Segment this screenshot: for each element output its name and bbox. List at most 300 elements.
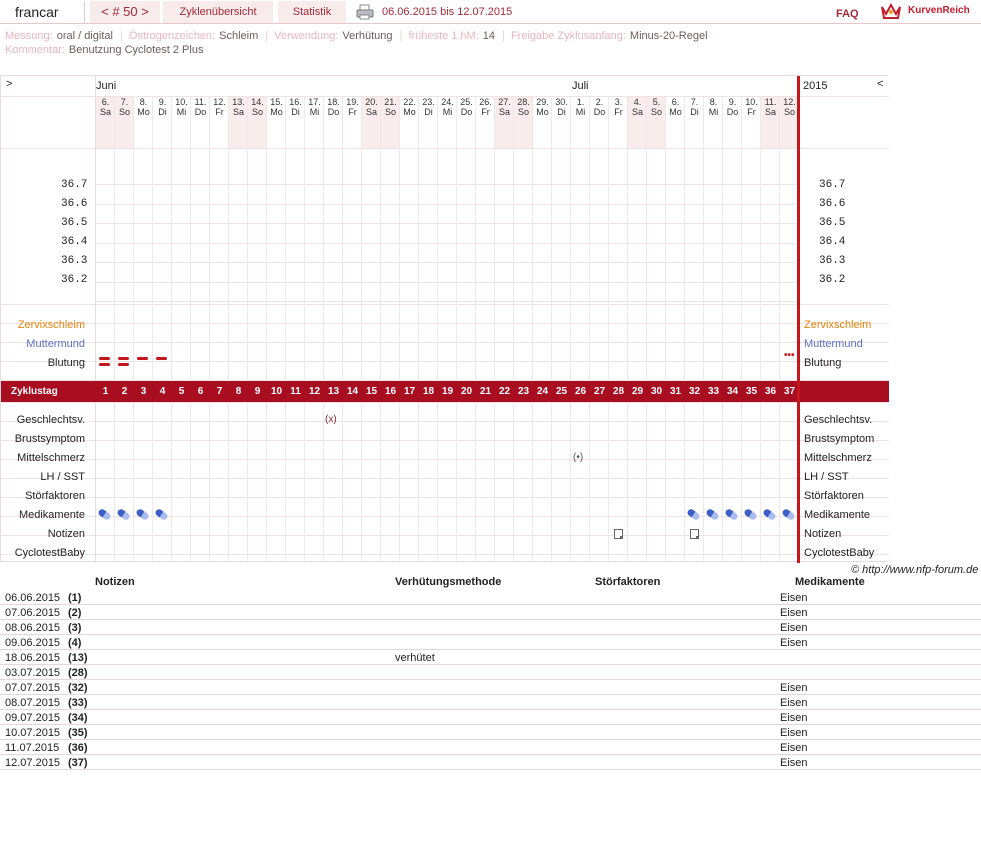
row-label-notizen: Notizen — [47, 528, 85, 540]
day-date: 14. — [251, 97, 264, 107]
year-label: 2015 — [803, 80, 828, 92]
table-row — [0, 755, 981, 770]
cycle-day-number: 20 — [460, 386, 473, 397]
day-grid-line — [266, 96, 267, 563]
day-header — [248, 97, 267, 117]
row-date: 09.06.2015 — [5, 637, 61, 649]
cycle-day-number: 16 — [384, 386, 397, 397]
cycle-navigation[interactable]: < # 50 > — [90, 1, 160, 23]
day-weekday: Do — [327, 107, 340, 117]
day-header — [381, 97, 400, 117]
cycle-day-number: 11 — [290, 386, 301, 397]
day-grid-line — [152, 96, 153, 563]
day-date: 9. — [728, 97, 737, 107]
day-header — [343, 97, 362, 117]
day-header — [438, 97, 457, 117]
cycle-day-number: 6 — [197, 386, 204, 397]
day-weekday: Mi — [442, 107, 453, 117]
day-header — [400, 97, 419, 117]
day-date: 25. — [460, 97, 473, 107]
day-grid-line — [437, 96, 438, 563]
temp-label-right: 36.4 — [819, 236, 846, 248]
day-header — [419, 97, 438, 117]
day-date: 10. — [175, 97, 188, 107]
messung-label: Messung: — [5, 30, 53, 42]
cycle-day-number: 4 — [159, 386, 166, 397]
row-date: 06.06.2015 — [5, 592, 61, 604]
top-bar — [0, 0, 981, 24]
day-date: 12. — [213, 97, 226, 107]
cycle-day-number: 32 — [688, 386, 701, 397]
cycle-day-number: 34 — [726, 386, 739, 397]
hm-value: 14 — [482, 30, 496, 42]
cycle-day-number: 8 — [235, 386, 242, 397]
day-grid-line — [684, 96, 685, 563]
temp-label-right: 36.2 — [819, 274, 846, 286]
day-header — [609, 97, 628, 117]
row-label-medi: Medikamente — [18, 509, 85, 521]
nav-right-arrow[interactable]: < — [877, 78, 884, 90]
row-cycle-day: (28) — [68, 667, 88, 679]
day-grid-line — [551, 96, 552, 563]
day-grid-line — [380, 96, 381, 563]
hm-label: früheste 1.hM: — [408, 30, 479, 42]
day-weekday: Fr — [215, 107, 224, 117]
day-date: 29. — [536, 97, 549, 107]
tab-cycle-overview[interactable]: Zyklenübersicht — [163, 1, 273, 23]
row-medikament: Eisen — [780, 757, 808, 769]
grid-line — [1, 478, 889, 479]
day-date: 7. — [120, 97, 129, 107]
day-header — [514, 97, 533, 117]
day-weekday: So — [384, 107, 396, 117]
row-medikament: Eisen — [780, 637, 808, 649]
day-date: 22. — [403, 97, 416, 107]
day-weekday: Di — [690, 107, 699, 117]
row-label-zyklustag: Zyklustag — [11, 386, 58, 397]
row-medikament: Eisen — [780, 622, 808, 634]
day-date: 17. — [308, 97, 321, 107]
day-grid-line — [361, 96, 362, 563]
day-grid-line — [646, 96, 647, 563]
day-header — [153, 97, 172, 117]
grid-line — [95, 76, 96, 563]
day-date: 6. — [101, 97, 110, 107]
row-label-blutung-right: Blutung — [804, 357, 842, 369]
row-cycle-day: (36) — [68, 742, 88, 754]
day-weekday: Mo — [137, 107, 150, 117]
table-row — [0, 710, 981, 725]
row-label-blutung: Blutung — [47, 357, 85, 369]
day-date: 11. — [764, 97, 777, 107]
cycle-day-number: 15 — [365, 386, 378, 397]
day-grid-line — [570, 96, 571, 563]
day-date: 12. — [783, 97, 796, 107]
grid-line — [1, 323, 889, 324]
row-date: 09.07.2015 — [5, 712, 61, 724]
day-date: 15. — [270, 97, 283, 107]
row-label-muttermund: Muttermund — [26, 338, 85, 350]
row-date: 08.07.2015 — [5, 697, 61, 709]
day-header — [324, 97, 343, 117]
verwendung-label: Verwendung: — [274, 30, 339, 42]
pill-icon — [154, 508, 169, 521]
day-weekday: Fr — [747, 107, 756, 117]
day-header — [115, 97, 134, 117]
temp-label-left: 36.7 — [61, 179, 88, 191]
day-date: 19. — [346, 97, 359, 107]
cycle-chart — [0, 75, 888, 562]
cycle-day-number: 17 — [403, 386, 416, 397]
day-grid-line — [342, 96, 343, 563]
day-date: 20. — [365, 97, 378, 107]
pill-icon — [724, 508, 739, 521]
grid-line — [1, 342, 889, 343]
temp-label-left: 36.5 — [61, 217, 88, 229]
faq-link[interactable]: FAQ — [836, 8, 859, 20]
day-date: 3. — [614, 97, 623, 107]
day-header — [685, 97, 704, 117]
brand-name[interactable]: KurvenReich — [908, 5, 970, 16]
table-row — [0, 605, 981, 620]
day-date: 2. — [595, 97, 604, 107]
row-cycle-day: (35) — [68, 727, 88, 739]
day-date: 28. — [517, 97, 530, 107]
row-medikament: Eisen — [780, 607, 808, 619]
temp-label-left: 36.4 — [61, 236, 88, 248]
day-grid-line — [532, 96, 533, 563]
col-header-notizen: Notizen — [95, 576, 135, 588]
day-weekday: So — [650, 107, 662, 117]
row-cycle-day: (4) — [68, 637, 82, 649]
day-header — [476, 97, 495, 117]
row-methode: verhütet — [395, 652, 435, 664]
day-weekday: Sa — [232, 107, 244, 117]
pill-icon — [97, 508, 112, 521]
row-date: 07.07.2015 — [5, 682, 61, 694]
cycle-day-number: 33 — [707, 386, 720, 397]
day-grid-line — [133, 96, 134, 563]
tab-statistics[interactable]: Statistik — [278, 1, 346, 23]
pill-icon — [762, 508, 777, 521]
note-icon[interactable] — [690, 529, 699, 539]
day-weekday: Fr — [481, 107, 490, 117]
temp-grid-line — [96, 243, 796, 244]
cycle-day-number: 26 — [574, 386, 587, 397]
table-row — [0, 695, 981, 710]
temp-grid-line — [96, 223, 796, 224]
day-grid-line — [494, 96, 495, 563]
row-date: 12.07.2015 — [5, 757, 61, 769]
day-grid-line — [760, 96, 761, 563]
grid-line — [1, 304, 889, 305]
row-cycle-day: (33) — [68, 697, 88, 709]
verwendung-value: Verhütung — [342, 30, 393, 42]
bleeding-heavy — [118, 357, 129, 360]
row-cycle-day: (34) — [68, 712, 88, 724]
table-row — [0, 650, 981, 665]
cycle-day-number: 21 — [479, 386, 492, 397]
freigabe-value: Minus-20-Regel — [629, 30, 708, 42]
day-weekday: Mi — [708, 107, 719, 117]
month-july: Juli — [572, 80, 589, 92]
cycle-day-number: 24 — [536, 386, 549, 397]
day-weekday: Mo — [536, 107, 549, 117]
day-header — [134, 97, 153, 117]
messung-value: oral / digital — [56, 30, 113, 42]
kommentar-value: Benutzung Cyclotest 2 Plus — [68, 44, 204, 56]
day-header — [172, 97, 191, 117]
day-grid-line — [399, 96, 400, 563]
row-date: 07.06.2015 — [5, 607, 61, 619]
row-label-notizen-right: Notizen — [804, 528, 842, 540]
pill-icon — [135, 508, 150, 521]
day-weekday: So — [783, 107, 795, 117]
cycle-day-number: 7 — [216, 386, 223, 397]
day-header — [457, 97, 476, 117]
cycle-day-number: 14 — [346, 386, 359, 397]
day-grid-line — [228, 96, 229, 563]
day-grid-line — [665, 96, 666, 563]
day-weekday: Di — [158, 107, 167, 117]
cycle-day-number: 9 — [254, 386, 261, 397]
row-cycle-day: (13) — [68, 652, 88, 664]
day-header — [191, 97, 210, 117]
row-label-geschlecht: Geschlechtsv. — [16, 414, 85, 426]
intercourse-mark: (x) — [325, 414, 337, 425]
cycle-day-number: 13 — [327, 386, 340, 397]
day-grid-line — [589, 96, 590, 563]
day-weekday: Di — [557, 107, 566, 117]
row-cycle-day: (32) — [68, 682, 88, 694]
row-label-lh-right: LH / SST — [804, 471, 849, 483]
day-header — [533, 97, 552, 117]
comment-row — [5, 44, 207, 56]
day-weekday: Mo — [669, 107, 682, 117]
day-grid-line — [285, 96, 286, 563]
cycle-day-number: 30 — [650, 386, 663, 397]
day-date: 27. — [498, 97, 511, 107]
day-weekday: Mi — [575, 107, 586, 117]
row-medikament: Eisen — [780, 742, 808, 754]
row-label-mittel: Mittelschmerz — [17, 452, 85, 464]
day-grid-line — [703, 96, 704, 563]
row-label-baby: CyclotestBaby — [14, 547, 85, 559]
row-medikament: Eisen — [780, 697, 808, 709]
day-header — [666, 97, 685, 117]
row-date: 03.07.2015 — [5, 667, 61, 679]
copyright: © http://www.nfp-forum.de — [851, 564, 979, 576]
cycle-day-row — [1, 381, 889, 402]
crown-logo-icon — [880, 2, 902, 20]
col-header-medi: Medikamente — [795, 576, 865, 588]
day-date: 9. — [158, 97, 167, 107]
cycle-day-number: 1 — [102, 386, 109, 397]
day-weekday: So — [118, 107, 130, 117]
row-date: 18.06.2015 — [5, 652, 61, 664]
day-weekday: Sa — [764, 107, 776, 117]
day-date: 4. — [633, 97, 642, 107]
day-header — [590, 97, 609, 117]
day-grid-line — [418, 96, 419, 563]
temp-grid-line — [96, 282, 796, 283]
day-weekday: Mi — [309, 107, 320, 117]
day-weekday: Do — [194, 107, 207, 117]
day-grid-line — [627, 96, 628, 563]
day-weekday: Mo — [403, 107, 416, 117]
bleeding-medium — [156, 357, 167, 360]
pill-icon — [781, 508, 796, 521]
table-row — [0, 620, 981, 635]
cycle-day-number: 3 — [140, 386, 147, 397]
grid-line — [1, 148, 889, 149]
cycle-day-number: 10 — [270, 386, 283, 397]
day-date: 1. — [576, 97, 585, 107]
month-june: Juni — [96, 80, 117, 92]
day-grid-line — [304, 96, 305, 563]
day-weekday: Di — [291, 107, 300, 117]
day-weekday: Sa — [365, 107, 377, 117]
nav-left-arrow[interactable]: > — [6, 78, 13, 90]
day-grid-line — [209, 96, 210, 563]
row-label-stoer: Störfaktoren — [25, 490, 85, 502]
day-date: 24. — [441, 97, 454, 107]
table-row — [0, 590, 981, 605]
day-grid-line — [722, 96, 723, 563]
temp-label-left: 36.6 — [61, 198, 88, 210]
row-label-lh: LH / SST — [40, 471, 85, 483]
temp-label-left: 36.3 — [61, 255, 88, 267]
day-date: 30. — [555, 97, 568, 107]
day-date: 8. — [709, 97, 718, 107]
oestrogen-label: Östrogenzeichen: — [128, 30, 216, 42]
row-medikament: Eisen — [780, 682, 808, 694]
row-label-brust: Brustsymptom — [14, 433, 85, 445]
day-header — [495, 97, 514, 117]
day-date: 23. — [422, 97, 435, 107]
day-grid-line — [247, 96, 248, 563]
day-date: 10. — [745, 97, 758, 107]
bleeding-heavy — [99, 363, 110, 366]
day-weekday: Sa — [498, 107, 510, 117]
grid-line — [1, 535, 889, 536]
day-weekday: Mi — [176, 107, 187, 117]
day-date: 5. — [652, 97, 661, 107]
row-medikament: Eisen — [780, 727, 808, 739]
table-row — [0, 665, 981, 680]
day-grid-line — [475, 96, 476, 563]
cycle-day-number: 19 — [441, 386, 454, 397]
bleeding-spotting: ••• — [784, 350, 795, 361]
table-row — [0, 740, 981, 755]
row-date: 10.07.2015 — [5, 727, 61, 739]
day-date: 26. — [479, 97, 492, 107]
cycle-day-number: 36 — [764, 386, 777, 397]
grid-line — [1, 402, 889, 403]
day-grid-line — [779, 96, 780, 563]
table-row — [0, 725, 981, 740]
day-grid-line — [171, 96, 172, 563]
note-icon[interactable] — [614, 529, 623, 539]
row-label-geschlecht-right: Geschlechtsv. — [804, 414, 873, 426]
day-date: 7. — [690, 97, 699, 107]
day-grid-line — [114, 96, 115, 563]
day-grid-line — [190, 96, 191, 563]
row-cycle-day: (2) — [68, 607, 82, 619]
temp-label-right: 36.7 — [819, 179, 846, 191]
temp-label-right: 36.3 — [819, 255, 846, 267]
oestrogen-value: Schleim — [219, 30, 259, 42]
day-header — [704, 97, 723, 117]
pill-icon — [686, 508, 701, 521]
row-label-muttermund-right: Muttermund — [804, 338, 863, 350]
cycle-day-number: 35 — [745, 386, 758, 397]
day-header — [742, 97, 761, 117]
day-grid-line — [513, 96, 514, 563]
temp-label-right: 36.5 — [819, 217, 846, 229]
temp-grid-line — [96, 184, 796, 185]
username: francar — [0, 1, 85, 23]
row-label-stoer-right: Störfaktoren — [804, 490, 864, 502]
row-cycle-day: (1) — [68, 592, 82, 604]
row-date: 08.06.2015 — [5, 622, 61, 634]
day-weekday: Do — [726, 107, 739, 117]
day-header — [305, 97, 324, 117]
cycle-day-number: 25 — [555, 386, 568, 397]
day-weekday: So — [517, 107, 529, 117]
printer-icon[interactable] — [356, 4, 374, 20]
row-cycle-day: (37) — [68, 757, 88, 769]
day-header — [571, 97, 590, 117]
row-label-baby-right: CyclotestBaby — [804, 547, 875, 559]
grid-line — [1, 440, 889, 441]
cycle-day-number: 18 — [422, 386, 435, 397]
cycle-day-number: 29 — [631, 386, 644, 397]
temp-label-left: 36.2 — [61, 274, 88, 286]
grid-line — [1, 554, 889, 555]
temp-label-right: 36.6 — [819, 198, 846, 210]
row-label-medi-right: Medikamente — [804, 509, 871, 521]
day-header — [210, 97, 229, 117]
cycle-day-number: 12 — [308, 386, 321, 397]
date-range: 06.06.2015 bis 12.07.2015 — [382, 6, 513, 18]
day-grid-line — [456, 96, 457, 563]
day-header — [96, 97, 115, 117]
day-weekday: Sa — [631, 107, 643, 117]
row-label-zervix: Zervixschleim — [17, 319, 85, 331]
temp-grid-line — [96, 262, 796, 263]
day-weekday: Do — [593, 107, 606, 117]
pill-icon — [743, 508, 758, 521]
day-weekday: So — [251, 107, 263, 117]
day-header — [286, 97, 305, 117]
day-date: 13. — [232, 97, 245, 107]
bleeding-heavy — [99, 357, 110, 360]
day-weekday: Sa — [99, 107, 111, 117]
bleeding-heavy — [118, 363, 129, 366]
day-grid-line — [323, 96, 324, 563]
day-date: 11. — [194, 97, 207, 107]
cycle-day-number: 28 — [612, 386, 625, 397]
day-header — [647, 97, 666, 117]
row-medikament: Eisen — [780, 712, 808, 724]
row-label-mittel-right: Mittelschmerz — [804, 452, 872, 464]
col-header-stoer: Störfaktoren — [595, 576, 661, 588]
day-grid-line — [741, 96, 742, 563]
col-header-methode: Verhütungsmethode — [395, 576, 502, 588]
row-cycle-day: (3) — [68, 622, 82, 634]
day-date: 18. — [327, 97, 340, 107]
